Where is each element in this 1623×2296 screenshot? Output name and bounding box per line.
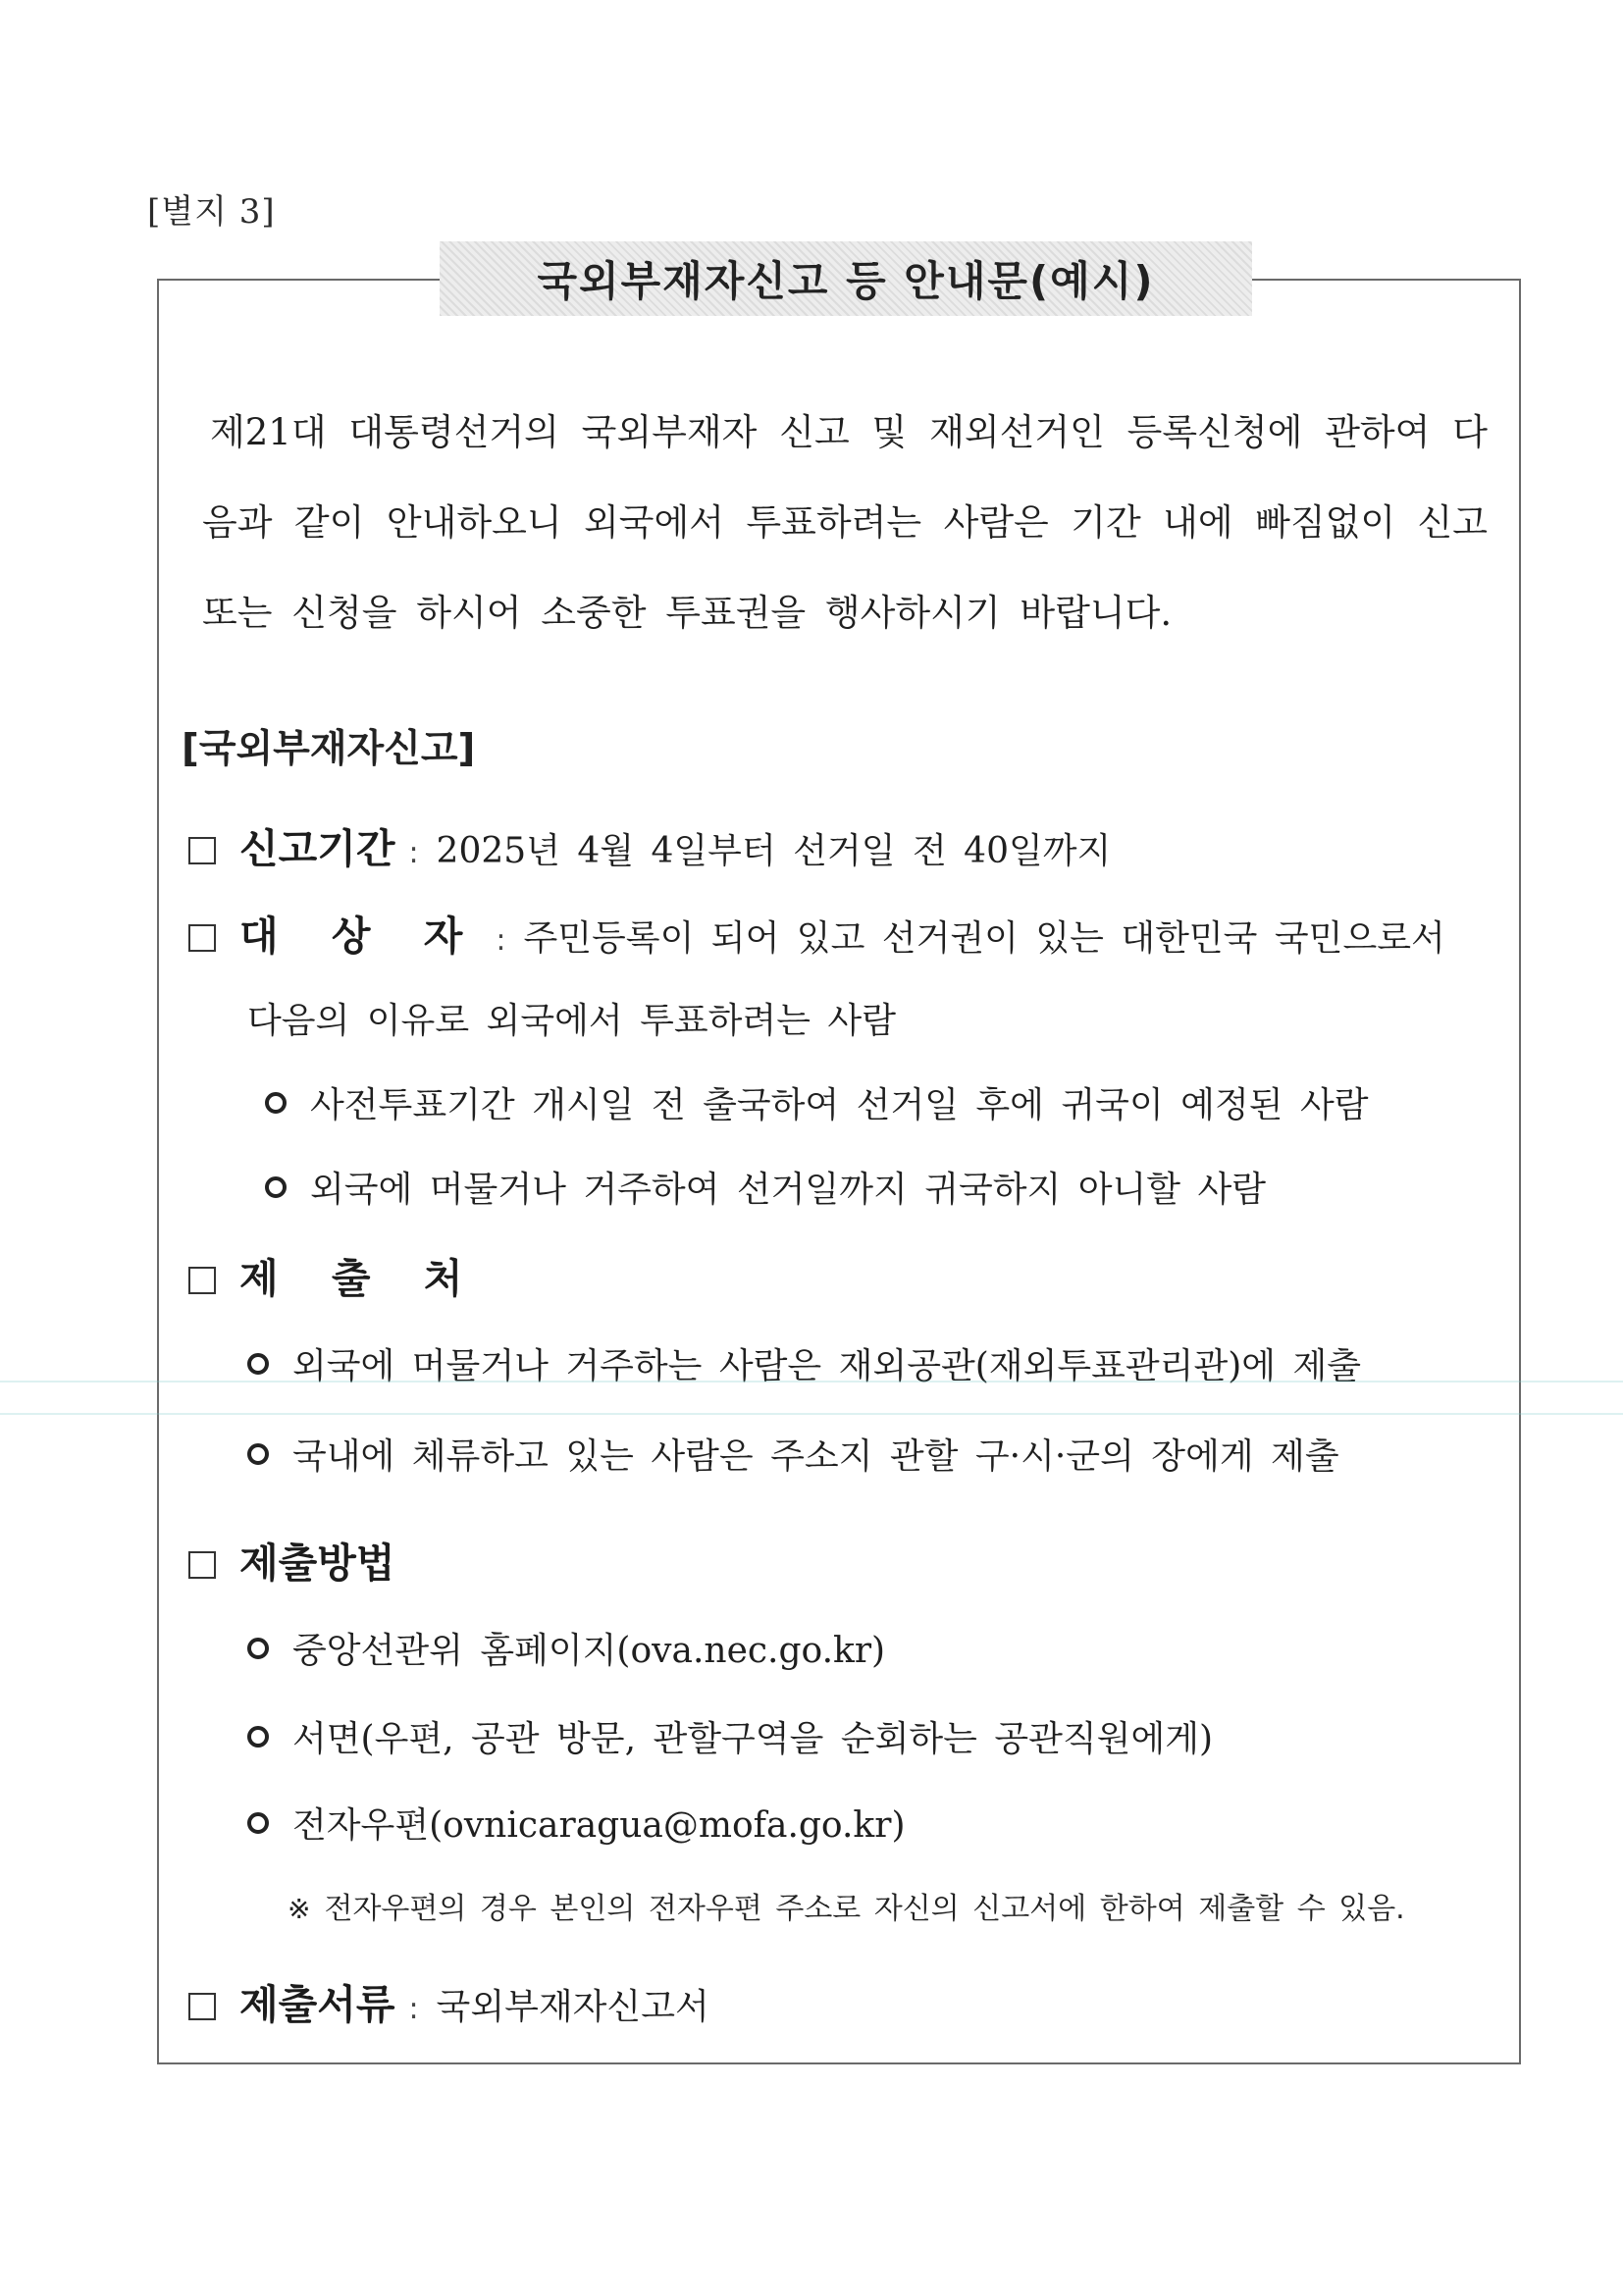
circle-bullet-icon [247, 1638, 269, 1659]
target-item-2: 외국에 머물거나 거주하여 선거일까지 귀국하지 아니할 사람 [310, 1170, 1267, 1210]
section-heading: [국외부재자신고] [182, 727, 476, 771]
method-item-3: 전자우편(ovnicaragua@mofa.go.kr) [292, 1805, 906, 1846]
circle-bullet-icon [265, 1092, 287, 1114]
method-item-1: 중앙선관위 홈페이지(ova.nec.go.kr) [292, 1631, 886, 1671]
circle-bullet-icon [247, 1812, 269, 1834]
method-note [288, 1884, 1405, 1927]
intro-paragraph: 제21대 대통령선거의 국외부재자 신고 및 재외선거인 등록신청에 관하여 다음과 같이 안내하오니 외국에서 투표하려는 사람은 기간 내에 빠짐없이 신고 또는 신청을 하시어 소중한 투표권을 행사하시기 바랍니다. [202, 411, 1488, 634]
list-item [247, 1711, 1213, 1761]
target-value: 주민등록이 되어 있고 선거권이 있는 대한민국 국민으로서 [523, 918, 1445, 959]
method-label: 제출방법 [239, 1539, 395, 1587]
checkbox-icon [188, 837, 216, 864]
method-note-text: 전자우편의 경우 본인의 전자우편 주소로 자신의 신고서에 한하여 제출할 수 있음. [324, 1892, 1405, 1926]
target-row [188, 904, 1489, 962]
submit-to-row [188, 1246, 1489, 1304]
colon-separator: : [408, 836, 419, 870]
scan-artifact-line [0, 1381, 1623, 1383]
notice-title: 국외부재자신고 등 안내문(예시) [440, 241, 1252, 316]
period-value: 2025년 4월 4일부터 선거일 전 40일까지 [436, 831, 1112, 871]
circle-bullet-icon [265, 1176, 287, 1198]
checkbox-icon [188, 1267, 216, 1294]
checkbox-icon [188, 1993, 216, 2020]
submit-to-item-2: 국내에 체류하고 있는 사람은 주소지 관할 구·시·군의 장에게 제출 [292, 1436, 1339, 1477]
colon-separator: : [408, 1992, 419, 2026]
colon-separator: : [496, 923, 506, 958]
list-item [247, 1623, 885, 1673]
reference-mark-icon: ※ [288, 1893, 311, 1925]
documents-value: 국외부재자신고서 [436, 1987, 709, 2027]
period-row [188, 816, 1489, 874]
method-item-2: 서면(우편, 공관 방문, 관할구역을 순회하는 공관직원에게) [292, 1719, 1214, 1759]
circle-bullet-icon [247, 1726, 269, 1748]
circle-bullet-icon [247, 1443, 269, 1465]
list-item [247, 1798, 906, 1848]
checkbox-icon [188, 1551, 216, 1579]
annex-label: [별지 3] [147, 192, 276, 232]
submit-to-item-1: 외국에 머물거나 거주하는 사람은 재외공관(재외투표관리관)에 제출 [292, 1346, 1362, 1386]
method-row [188, 1531, 1489, 1589]
list-item [265, 1162, 1266, 1212]
list-item [247, 1429, 1339, 1479]
submit-to-label: 제 출 처 [239, 1255, 483, 1302]
period-label: 신고기간 [239, 825, 395, 872]
target-item-1: 사전투표기간 개시일 전 출국하여 선거일 후에 귀국이 예정된 사람 [310, 1085, 1369, 1125]
target-label: 대 상 자 [239, 913, 483, 960]
scan-artifact-line [0, 1413, 1623, 1415]
checkbox-icon [188, 924, 216, 952]
documents-row [188, 1972, 1489, 2030]
list-item [265, 1077, 1369, 1127]
documents-label: 제출서류 [239, 1981, 395, 2028]
circle-bullet-icon [247, 1353, 269, 1375]
target-continuation: 다음의 이유로 외국에서 투표하려는 사람 [247, 1001, 896, 1041]
